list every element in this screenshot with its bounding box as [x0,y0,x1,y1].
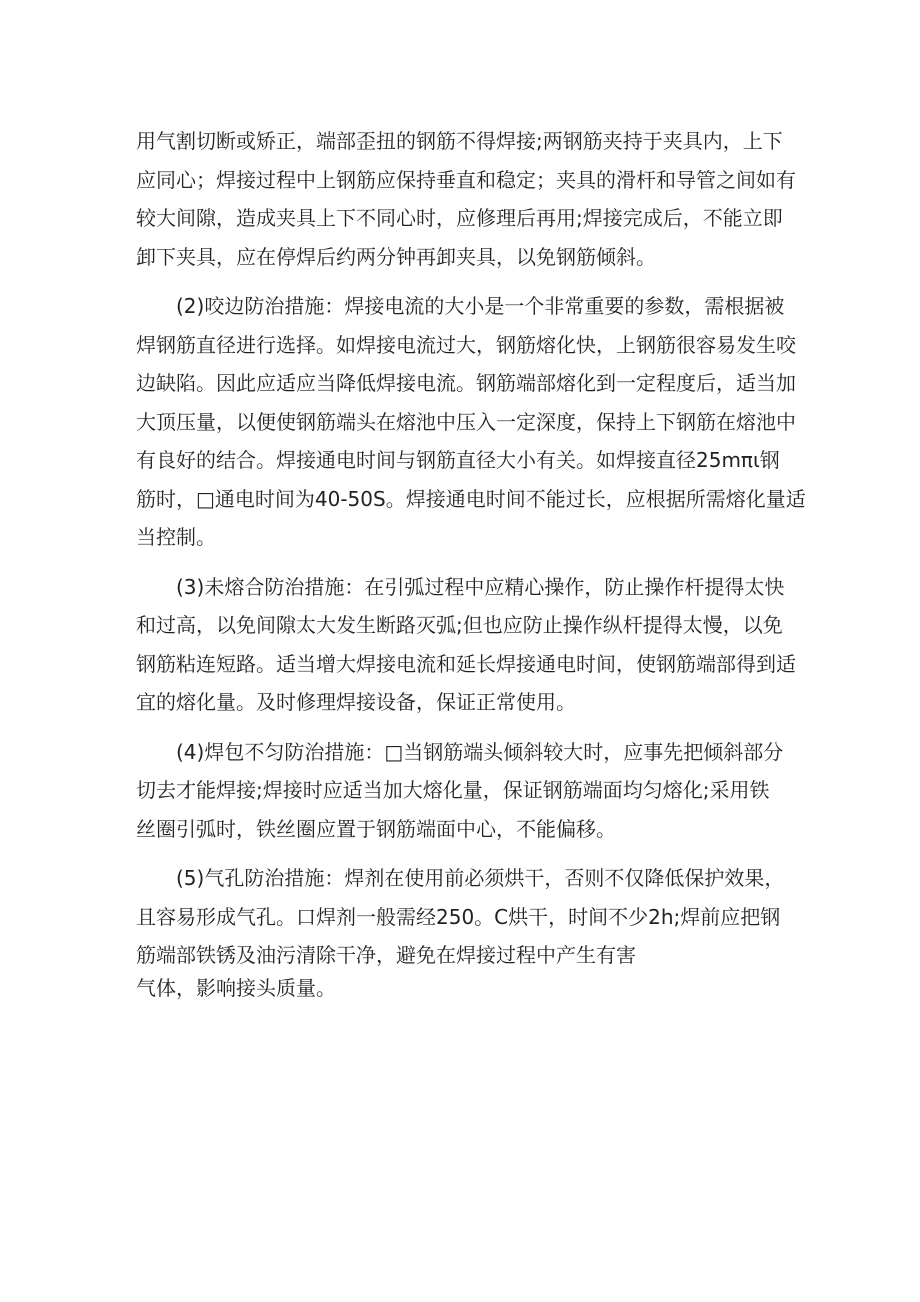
text-line: 筋时，□通电时间为40-50S。焊接通电时间不能过长，应根据所需熔化量适 [136,486,806,511]
text-line: 气体，影响接头质量。 [136,975,336,1000]
text-line: (5)气孔防治措施：焊剂在使用前必须烘干，否则不仅降低保护效果， [176,866,785,890]
text-line: (4)焊包不匀防治措施：□当钢筋端头倾斜较大时，应事先把倾斜部分 [176,739,784,764]
paragraph-porosity [136,859,796,1001]
text-line: 较大间隙，造成夹具上下不同心时，应修理后再用;焊接完成后，不能立即 [136,206,783,230]
text-line: 钢筋粘连短路。适当增大焊接电流和延长焊接通电时间，使钢筋端部得到适 [136,651,796,676]
text-line: (2)咬边防治措施：焊接电流的大小是一个非常重要的参数，需根据被 [176,294,785,318]
text-line: (3)未熔合防治措施：在引弧过程中应精心操作，防止操作杆提得太快 [176,574,785,599]
document-body [136,122,806,1001]
paragraph-incomplete-fusion [136,568,796,722]
text-line: 且容易形成气孔。口焊剂一般需经250。C烘干，时间不少2h;焊前应把钢 [136,904,781,929]
text-line: 卸下夹具，应在停焊后约两分钟再卸夹具，以免钢筋倾斜。 [136,244,656,269]
text-line: 筋端部铁锈及油污清除干净，避免在焊接过程中产生有害 [136,943,636,967]
text-line: 宜的熔化量。及时修理焊接设备，保证正常使用。 [136,690,576,714]
text-line: 当控制。 [136,525,216,549]
text-line: 边缺陷。因此应适应当降低焊接电流。钢筋端部熔化到一定程度后，适当加 [136,371,796,395]
text-line: 和过高，以免间隙太大发生断路灭弧;但也应防止操作纵杆提得太慢，以免 [136,613,783,637]
text-line: 焊钢筋直径进行选择。如焊接电流过大，钢筋熔化快，上钢筋很容易发生咬 [136,332,796,357]
text-line: 大顶压量，以便使钢筋端头在熔池中压入一定深度，保持上下钢筋在熔池中 [136,409,796,434]
paragraph-uneven-weld [136,733,796,849]
text-line: 应同心；焊接过程中上钢筋应保持垂直和稳定；夹具的滑杆和导管之间如有 [136,167,796,192]
text-line: 丝圈引弧时，铁丝圈应置于钢筋端面中心，不能偏移。 [136,816,616,841]
text-line: 有良好的结合。焊接通电时间与钢筋直径大小有关。如焊接直径25mπι钢 [136,448,780,472]
paragraph-undercut [136,287,806,557]
text-line: 切去才能焊接;焊接时应适当加大熔化量，保证钢筋端面均匀熔化;采用铁 [136,778,770,802]
text-line: 用气割切断或矫正，端部歪扭的钢筋不得焊接;两钢筋夹持于夹具内，上下 [136,129,783,153]
paragraph-continuation [136,122,796,276]
